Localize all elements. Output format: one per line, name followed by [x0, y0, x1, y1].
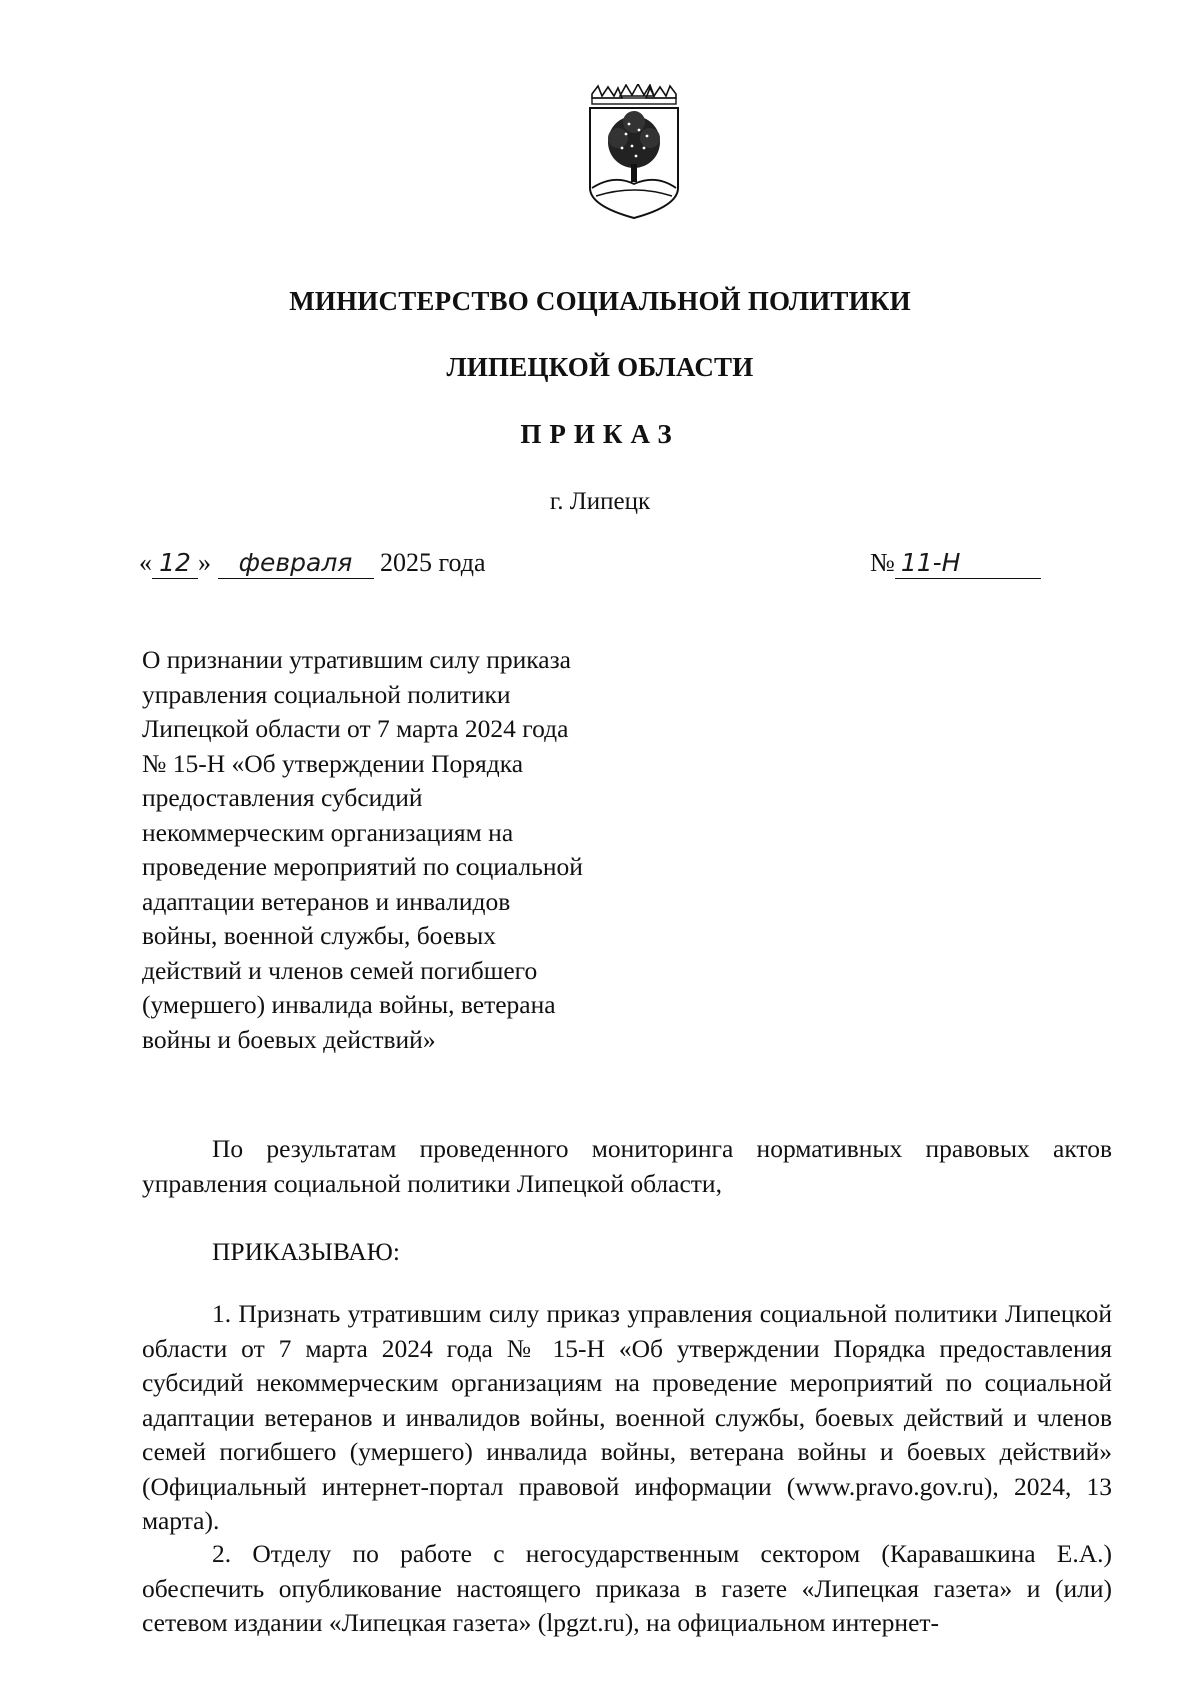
date-month: февраля	[218, 548, 374, 579]
lipetsk-coat-of-arms-icon	[584, 84, 684, 220]
date-open-quote: «	[139, 548, 152, 577]
number-prefix: №	[870, 548, 895, 577]
document-type: ПРИКАЗ	[520, 419, 680, 449]
order-item-2: 2. Отделу по работе с негосударственным сектором (Каравашкина Е.А.) обеспечить опубликование настоящего приказа в газете «Липецкая газета» и (или) сетевом издании «Липецкая газета» (lpgzt.ru), на официальном интернет-	[142, 1539, 1112, 1637]
city-name: г. Липецк	[549, 488, 651, 515]
region-name: ЛИПЕЦКОЙ ОБЛАСТИ	[446, 352, 754, 382]
preamble-paragraph: По результатам проведенного мониторинга нормативных правовых актов управления социальной политики Липецкой области,	[142, 1134, 1112, 1198]
ministry-name: МИНИСТЕРСТВО СОЦИАЛЬНОЙ ПОЛИТИКИ	[289, 286, 911, 316]
date-year: 2025 года	[380, 548, 486, 577]
order-item-1: 1. Признать утратившим силу приказ управления социальной политики Липецкой области от 7 марта 2024 года № 15-Н «Об утверждении Порядка предоставления субсидий некоммерческим организациям на проведение мероприятий по социальной адаптации ветеранов и инвалидов войны, военной службы, боевых действий и членов семей погибшего (умершего) инвалида войны, ветерана войны и боевых действий» (Официальный интернет-портал правовой информации (www.pravo.gov.ru), 2024, 13 марта).	[142, 1299, 1112, 1535]
date-day: 12	[152, 548, 198, 579]
document-title: О признании утратившим силу приказа управления социальной политики Липецкой области от 7 марта 2024 года № 15-Н «Об утверждении Порядка предоставления субсидий некоммерческим организациям на проведение мероприятий по социальной адаптации ветеранов и инвалидов войны, военной службы, боевых действий и членов семей погибшего (умершего) инвалида войны, ветерана войны и боевых действий»	[142, 645, 583, 1054]
document-number	[870, 548, 1041, 579]
order-heading: ПРИКАЗЫВАЮ:	[212, 1237, 400, 1266]
document-date	[139, 548, 486, 579]
number-value: 11-Н	[895, 548, 1041, 579]
date-close-quote: »	[198, 548, 211, 577]
